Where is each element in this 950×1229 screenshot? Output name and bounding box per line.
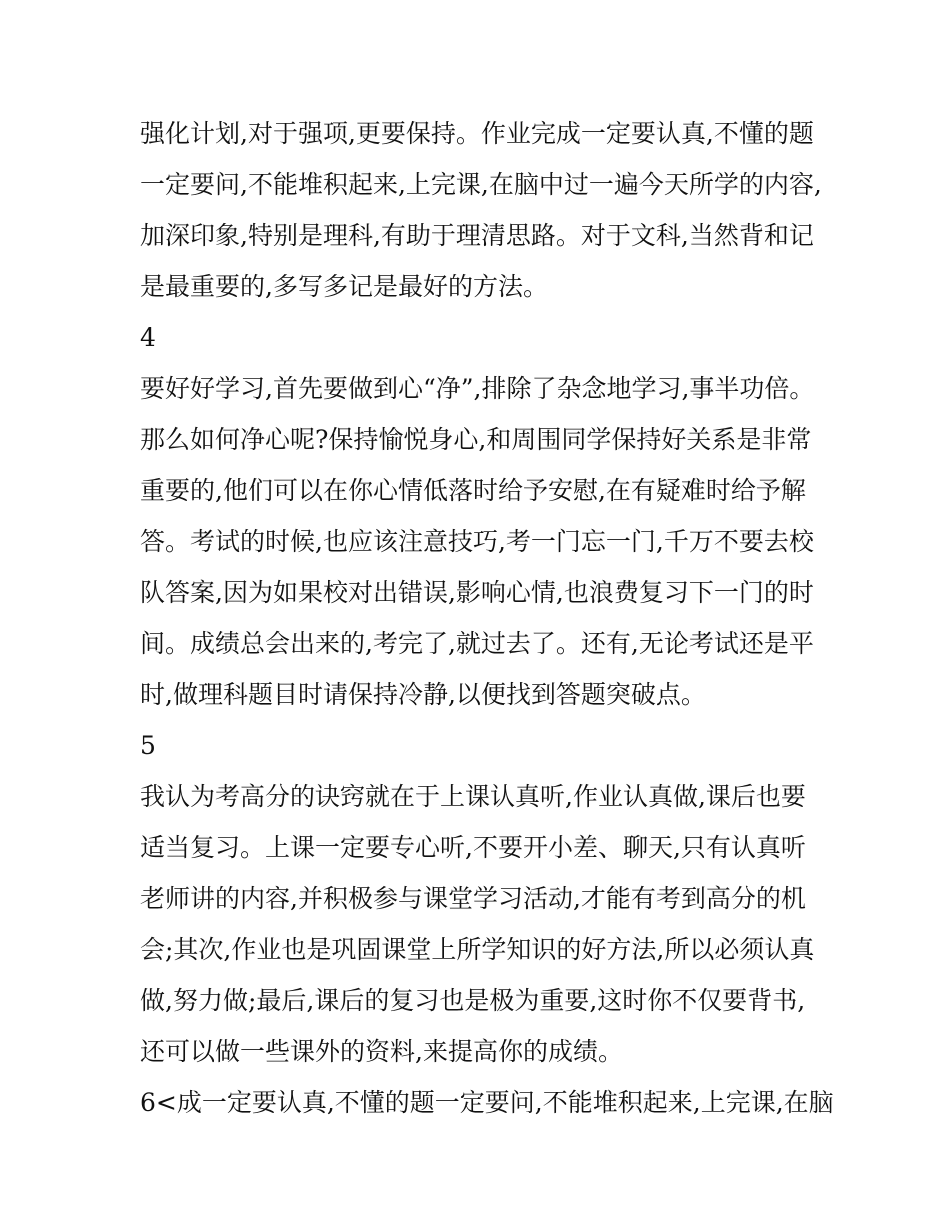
text-line: 答。考试的时候,也应该注意技巧,考一门忘一门,千万不要去校 [140,527,814,556]
text-line: 一定要问,不能堆积起来,上完课,在脑中过一遍今天所学的内容, [140,170,822,199]
text-line: 是最重要的,多写多记是最好的方法。 [140,272,548,301]
text-line: 重要的,他们可以在你心情低落时给予安慰,在有疑难时给予解 [140,476,806,505]
text-line: 加深印象,特别是理科,有助于理清思路。对于文科,当然背和记 [140,221,814,250]
text-line: 时,做理科题目时请保持冷静,以便找到答题突破点。 [140,680,706,709]
section-number: 4 [140,323,156,352]
text-line: 间。成绩总会出来的,考完了,就过去了。还有,无论考试还是平 [140,629,814,658]
text-line: 队答案,因为如果校对出错误,影响心情,也浪费复习下一门的时 [140,578,814,607]
text-line: 强化计划,对于强项,更要保持。作业完成一定要认真,不懂的题 [140,119,814,148]
text-line: 适当复习。上课一定要专心听,不要开小差、聊天,只有认真听 [140,833,806,862]
text-line: 那么如何净心呢?保持愉悦身心,和周围同学保持好关系是非常 [140,425,812,454]
text-line: 会;其次,作业也是巩固课堂上所学知识的好方法,所以必须认真 [140,935,815,964]
text-line: 做,努力做;最后,课后的复习也是极为重要,这时你不仅要背书, [140,986,806,1015]
document-body [140,108,834,1128]
text-line: 我认为考高分的诀窍就在于上课认真听,作业认真做,课后也要 [140,782,806,811]
text-line: 6<成一定要认真,不懂的题一定要问,不能堆积起来,上完课,在脑 [140,1088,834,1117]
text-line: 要好好学习,首先要做到心“净”,排除了杂念地学习,事半功倍。 [140,374,815,403]
section-number: 5 [140,731,156,760]
text-line: 老师讲的内容,并积极参与课堂学习活动,才能有考到高分的机 [140,884,806,913]
text-line: 还可以做一些课外的资料,来提高你的成绩。 [140,1037,623,1066]
